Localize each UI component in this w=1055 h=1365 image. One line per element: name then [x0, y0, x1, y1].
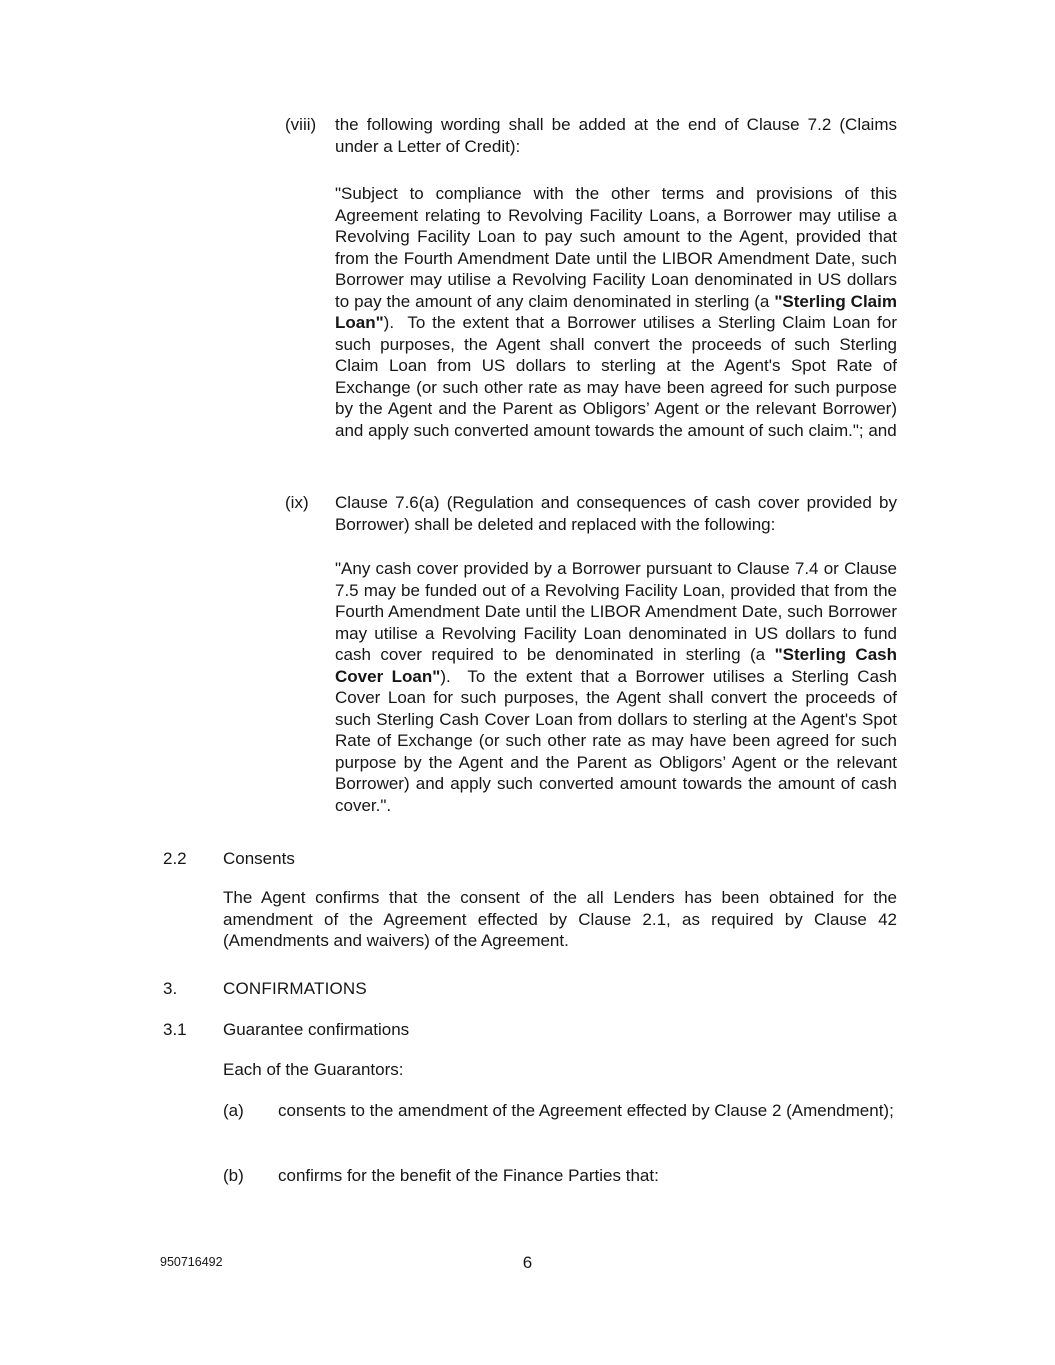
sub-item-a-label: (a)	[223, 1101, 244, 1120]
section-2-2-number: 2.2	[163, 849, 187, 868]
footer-doc-number: 950716492	[160, 1255, 223, 1269]
sub-item-a	[223, 1100, 897, 1122]
section-3-number: 3.	[163, 979, 178, 998]
clause-item-viii	[285, 114, 897, 157]
footer-page-number: 6	[522, 1253, 533, 1272]
sub-item-a-text: consents to the amendment of the Agreement effected by Clause 2 (Amendment);	[278, 1101, 894, 1120]
clause-item-viii-text: the following wording shall be added at the end of Clause 7.2 (Claims under a Letter of Credit):	[335, 115, 897, 156]
section-2-2	[163, 848, 897, 870]
section-3	[163, 978, 897, 1000]
clause-item-viii-label: (viii)	[285, 115, 317, 134]
section-3-1-number: 3.1	[163, 1020, 187, 1039]
section-2-2-body: The Agent confirms that the consent of the all Lenders has been obtained for the amendment of the Agreement effected by Clause 2.1, as required by Clause 42 (Amendments and waivers) of the Agreement.	[223, 888, 897, 950]
clause-item-ix	[285, 492, 897, 535]
sub-item-b	[223, 1165, 897, 1187]
section-3-title: CONFIRMATIONS	[223, 979, 367, 998]
sub-item-b-text: confirms for the benefit of the Finance Parties that:	[278, 1166, 659, 1185]
section-3-1	[163, 1019, 897, 1041]
section-2-2-title: Consents	[223, 849, 295, 868]
clause-item-ix-text: Clause 7.6(a) (Regulation and consequences of cash cover provided by Borrower) shall be deleted and replaced with the following:	[335, 493, 897, 534]
section-3-1-title: Guarantee confirmations	[223, 1020, 410, 1039]
guarantors-intro: Each of the Guarantors:	[223, 1060, 404, 1079]
sub-item-b-label: (b)	[223, 1166, 244, 1185]
clause-item-ix-label: (ix)	[285, 493, 309, 512]
quote-clause-7-2: "Subject to compliance with the other terms and provisions of this Agreement relating to Revolving Facility Loans, a Borrower may utilise a Revolving Facility Loan to pay such amount to the Agent, provided that from the Fourth Amendment Date until the LIBOR Amendment Date, such Borrower may utilise a Revolving Facility Loan denominated in US dollars to pay the amount of any claim denominated in sterling (a "Sterling Claim Loan"). To the extent that a Borrower utilises a Sterling Claim Loan for such purposes, the Agent shall convert the proceeds of such Sterling Claim Loan from US dollars to sterling at the Agent's Spot Rate of Exchange (or such other rate as may have been agreed for such purpose by the Agent and the Parent as Obligors’ Agent or the relevant Borrower) and apply such converted amount towards the amount of such claim."; and	[335, 184, 897, 440]
quote-clause-7-6a: "Any cash cover provided by a Borrower pursuant to Clause 7.4 or Clause 7.5 may be funded out of a Revolving Facility Loan, provided that from the Fourth Amendment Date until the LIBOR Amendment Date, such Borrower may utilise a Revolving Facility Loan denominated in US dollars to fund cash cover required to be denominated in sterling (a "Sterling Cash Cover Loan"). To the extent that a Borrower utilises a Sterling Cash Cover Loan for such purposes, the Agent shall convert the proceeds of such Sterling Cash Cover Loan from dollars to sterling at the Agent's Spot Rate of Exchange (or such other rate as may have been agreed for such purpose by the Agent and the Parent as Obligors’ Agent or the relevant Borrower) and apply such converted amount towards the amount of cash cover.".	[335, 559, 897, 815]
